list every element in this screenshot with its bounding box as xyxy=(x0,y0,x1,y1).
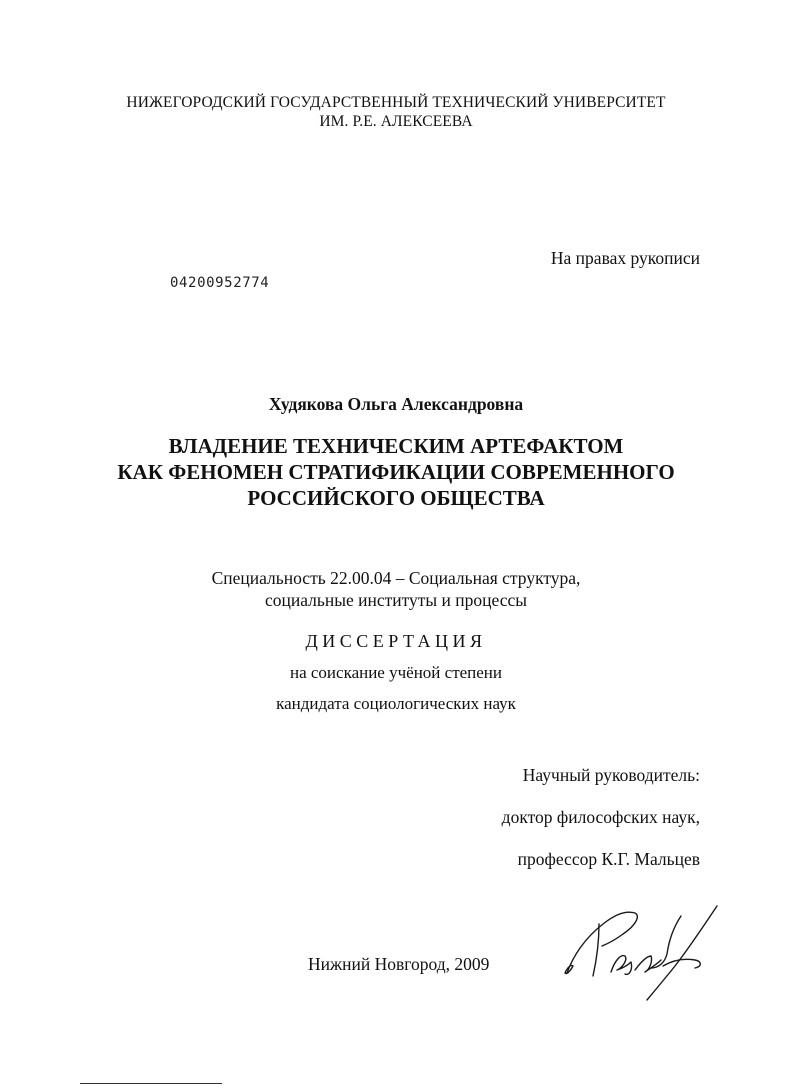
manuscript-note: На правах рукописи xyxy=(550,248,700,268)
footnote-rule xyxy=(80,1083,222,1084)
signature-stroke xyxy=(611,956,632,975)
supervisor-label: Научный руководитель: xyxy=(522,765,700,785)
signature-stroke xyxy=(647,906,717,1000)
city-year: Нижний Новгород, 2009 xyxy=(308,954,490,974)
degree-line-2: кандидата социологических наук xyxy=(276,694,516,713)
university-header xyxy=(0,93,792,131)
supervisor-degree: доктор философских наук, xyxy=(501,807,700,827)
title-line-2: КАК ФЕНОМЕН СТРАТИФИКАЦИИ СОВРЕМЕННОГО xyxy=(117,460,675,484)
signature-stroke xyxy=(663,959,700,968)
handwritten-signature xyxy=(555,898,725,1008)
supervisor-name: профессор К.Г. Мальцев xyxy=(517,849,700,869)
title-line-1: ВЛАДЕНИЕ ТЕХНИЧЕСКИМ АРТЕФАКТОМ xyxy=(168,434,624,458)
signature-stroke xyxy=(635,956,661,972)
specialty-line-1: Специальность 22.00.04 – Социальная структура, xyxy=(211,568,581,588)
university-name: НИЖЕГОРОДСКИЙ ГОСУДАРСТВЕННЫЙ ТЕХНИЧЕСКИЙ УНИВЕРСИТЕТ xyxy=(126,94,666,111)
university-named-after: ИМ. Р.Е. АЛЕКСЕЕВА xyxy=(319,113,473,130)
specialty xyxy=(0,567,792,611)
degree-line-1: на соискание учёной степени xyxy=(289,663,503,682)
dissertation-title xyxy=(0,433,792,511)
specialty-line-2: социальные институты и процессы xyxy=(264,590,528,610)
author-name: Худякова Ольга Александровна xyxy=(268,394,524,414)
signature-stroke xyxy=(567,912,637,973)
thesis-heading: ДИССЕРТАЦИЯ xyxy=(305,631,487,651)
archive-number: 04200952774 xyxy=(170,275,270,291)
title-line-3: РОССИЙСКОГО ОБЩЕСТВА xyxy=(247,486,545,510)
